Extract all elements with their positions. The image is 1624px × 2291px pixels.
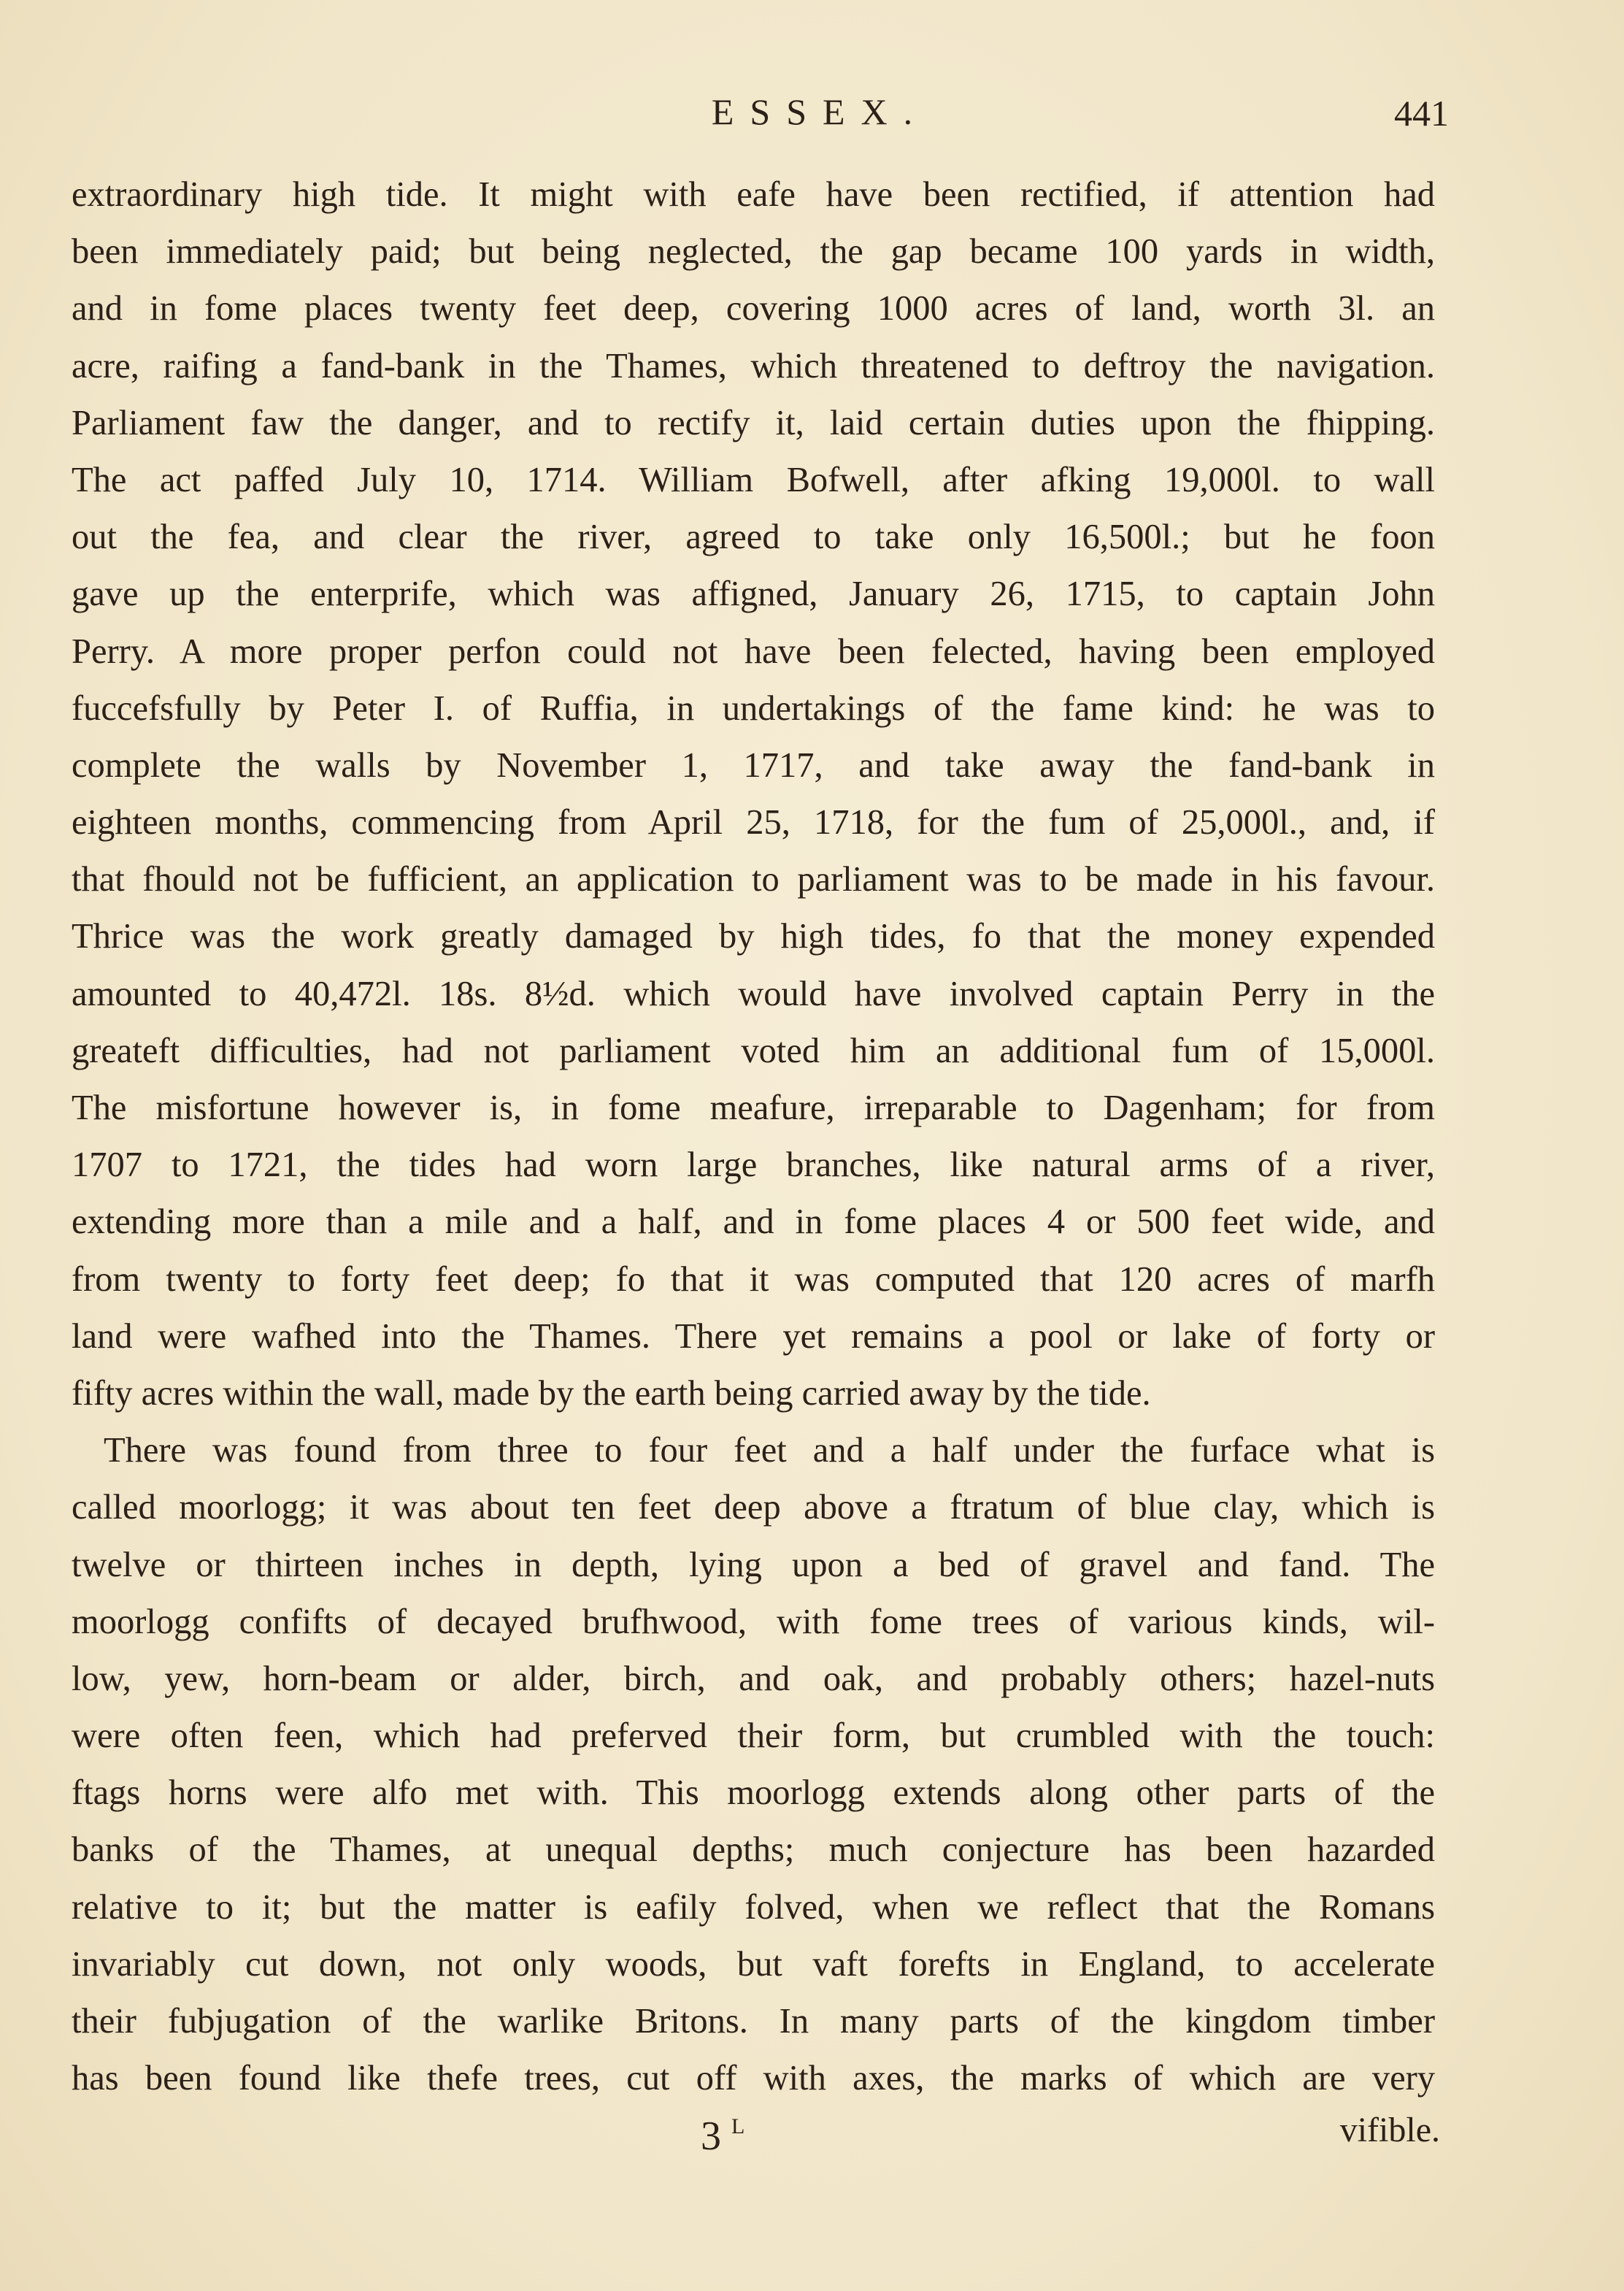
text-line: out the fea, and clear the river, agreed to take only 16,500l.; but he foon bbox=[72, 518, 1435, 557]
page-number: 441 bbox=[1394, 93, 1449, 134]
text-line: twelve or thirteen inches in depth, lying upon a bed of gravel and fand. The bbox=[72, 1545, 1435, 1584]
text-line: their fubjugation of the warlike Britons. In many parts of the kingdom timber bbox=[72, 2002, 1435, 2041]
text-line: Perry. A more proper perfon could not have been felected, having been employed bbox=[72, 632, 1435, 671]
text-line: and in fome places twenty feet deep, covering 1000 acres of land, worth 3l. an bbox=[72, 289, 1435, 329]
text-line: 1707 to 1721, the tides had worn large branches, like natural arms of a river, bbox=[72, 1146, 1435, 1185]
text-line: low, yew, horn-beam or alder, birch, and oak, and probably others; hazel-nuts bbox=[72, 1659, 1435, 1698]
text-line: land were wafhed into the Thames. There yet remains a pool or lake of forty or bbox=[72, 1316, 1435, 1356]
text-line: The misfortune however is, in fome meafure, irreparable to Dagenham; for from bbox=[72, 1089, 1435, 1127]
text-line: The act paffed July 10, 1714. William Bofwell, after afking 19,000l. to wall bbox=[72, 460, 1435, 499]
text-line: relative to it; but the matter is eafily folved, when we reflect that the Romans bbox=[72, 1887, 1435, 1927]
text-line: has been found like thefe trees, cut off with axes, the marks of which are very bbox=[72, 2059, 1435, 2098]
signature-number: 3 bbox=[701, 2114, 721, 2159]
text-line: Thrice was the work greatly damaged by high tides, fo that the money expended bbox=[72, 917, 1435, 956]
text-line: acre, raifing a fand-bank in the Thames, which threatened to deftroy the navigation. bbox=[72, 346, 1435, 385]
body-text bbox=[72, 166, 1435, 2107]
text-line: ftags horns were alfo met with. This moorlogg extends along other parts of the bbox=[72, 1773, 1435, 1813]
running-title: ESSEX. bbox=[711, 91, 929, 132]
text-line: that fhould not be fufficient, an application to parliament was to be made in his favour. bbox=[72, 860, 1435, 899]
text-line: fifty acres within the wall, made by the earth being carried away by the tide. bbox=[72, 1373, 1151, 1413]
text-line: Parliament faw the danger, and to rectify it, laid certain duties upon the fhipping. bbox=[72, 403, 1435, 442]
text-line: called moorlogg; it was about ten feet deep above a ftratum of blue clay, which is bbox=[72, 1488, 1435, 1527]
text-line: greateft difficulties, had not parliament voted him an additional fum of 15,000l. bbox=[72, 1031, 1435, 1070]
text-line: invariably cut down, not only woods, but vaft forefts in England, to accelerate bbox=[72, 1944, 1435, 1984]
signature-letter: L bbox=[731, 2114, 745, 2138]
text-line: fuccefsfully by Peter I. of Ruffia, in undertakings of the fame kind: he was to bbox=[72, 688, 1435, 728]
text-line: extending more than a mile and a half, and in fome places 4 or 500 feet wide, and bbox=[72, 1202, 1435, 1242]
text-line: moorlogg confifts of decayed brufhwood, with fome trees of various kinds, wil- bbox=[72, 1602, 1435, 1641]
signature-mark bbox=[701, 2113, 744, 2160]
text-line: been immediately paid; but being neglected, the gap became 100 yards in width, bbox=[72, 232, 1435, 272]
text-line: There was found from three to four feet and a half under the furface what is bbox=[104, 1431, 1435, 1470]
catchword: vifible. bbox=[1339, 2111, 1440, 2149]
page-footer bbox=[0, 2110, 1624, 2176]
text-line: eighteen months, commencing from April 25, 1718, for the fum of 25,000l., and, if bbox=[72, 803, 1435, 843]
text-line: from twenty to forty feet deep; fo that it was computed that 120 acres of marfh bbox=[72, 1259, 1435, 1299]
text-line: amounted to 40,472l. 18s. 8½d. which would have involved captain Perry in the bbox=[72, 974, 1435, 1013]
text-line: gave up the enterprife, which was affigned, January 26, 1715, to captain John bbox=[72, 575, 1435, 614]
text-line: banks of the Thames, at unequal depths; much conjecture has been hazarded bbox=[72, 1830, 1435, 1870]
text-line: were often feen, which had preferved their form, but crumbled with the touch: bbox=[72, 1716, 1435, 1756]
paragraph-2 bbox=[72, 1422, 1435, 2107]
text-line: extraordinary high tide. It might with eafe have been rectified, if attention had bbox=[72, 175, 1435, 214]
text-line: complete the walls by November 1, 1717, and take away the fand-bank in bbox=[72, 745, 1435, 785]
paragraph-1 bbox=[72, 166, 1435, 1422]
running-head bbox=[0, 86, 1624, 145]
